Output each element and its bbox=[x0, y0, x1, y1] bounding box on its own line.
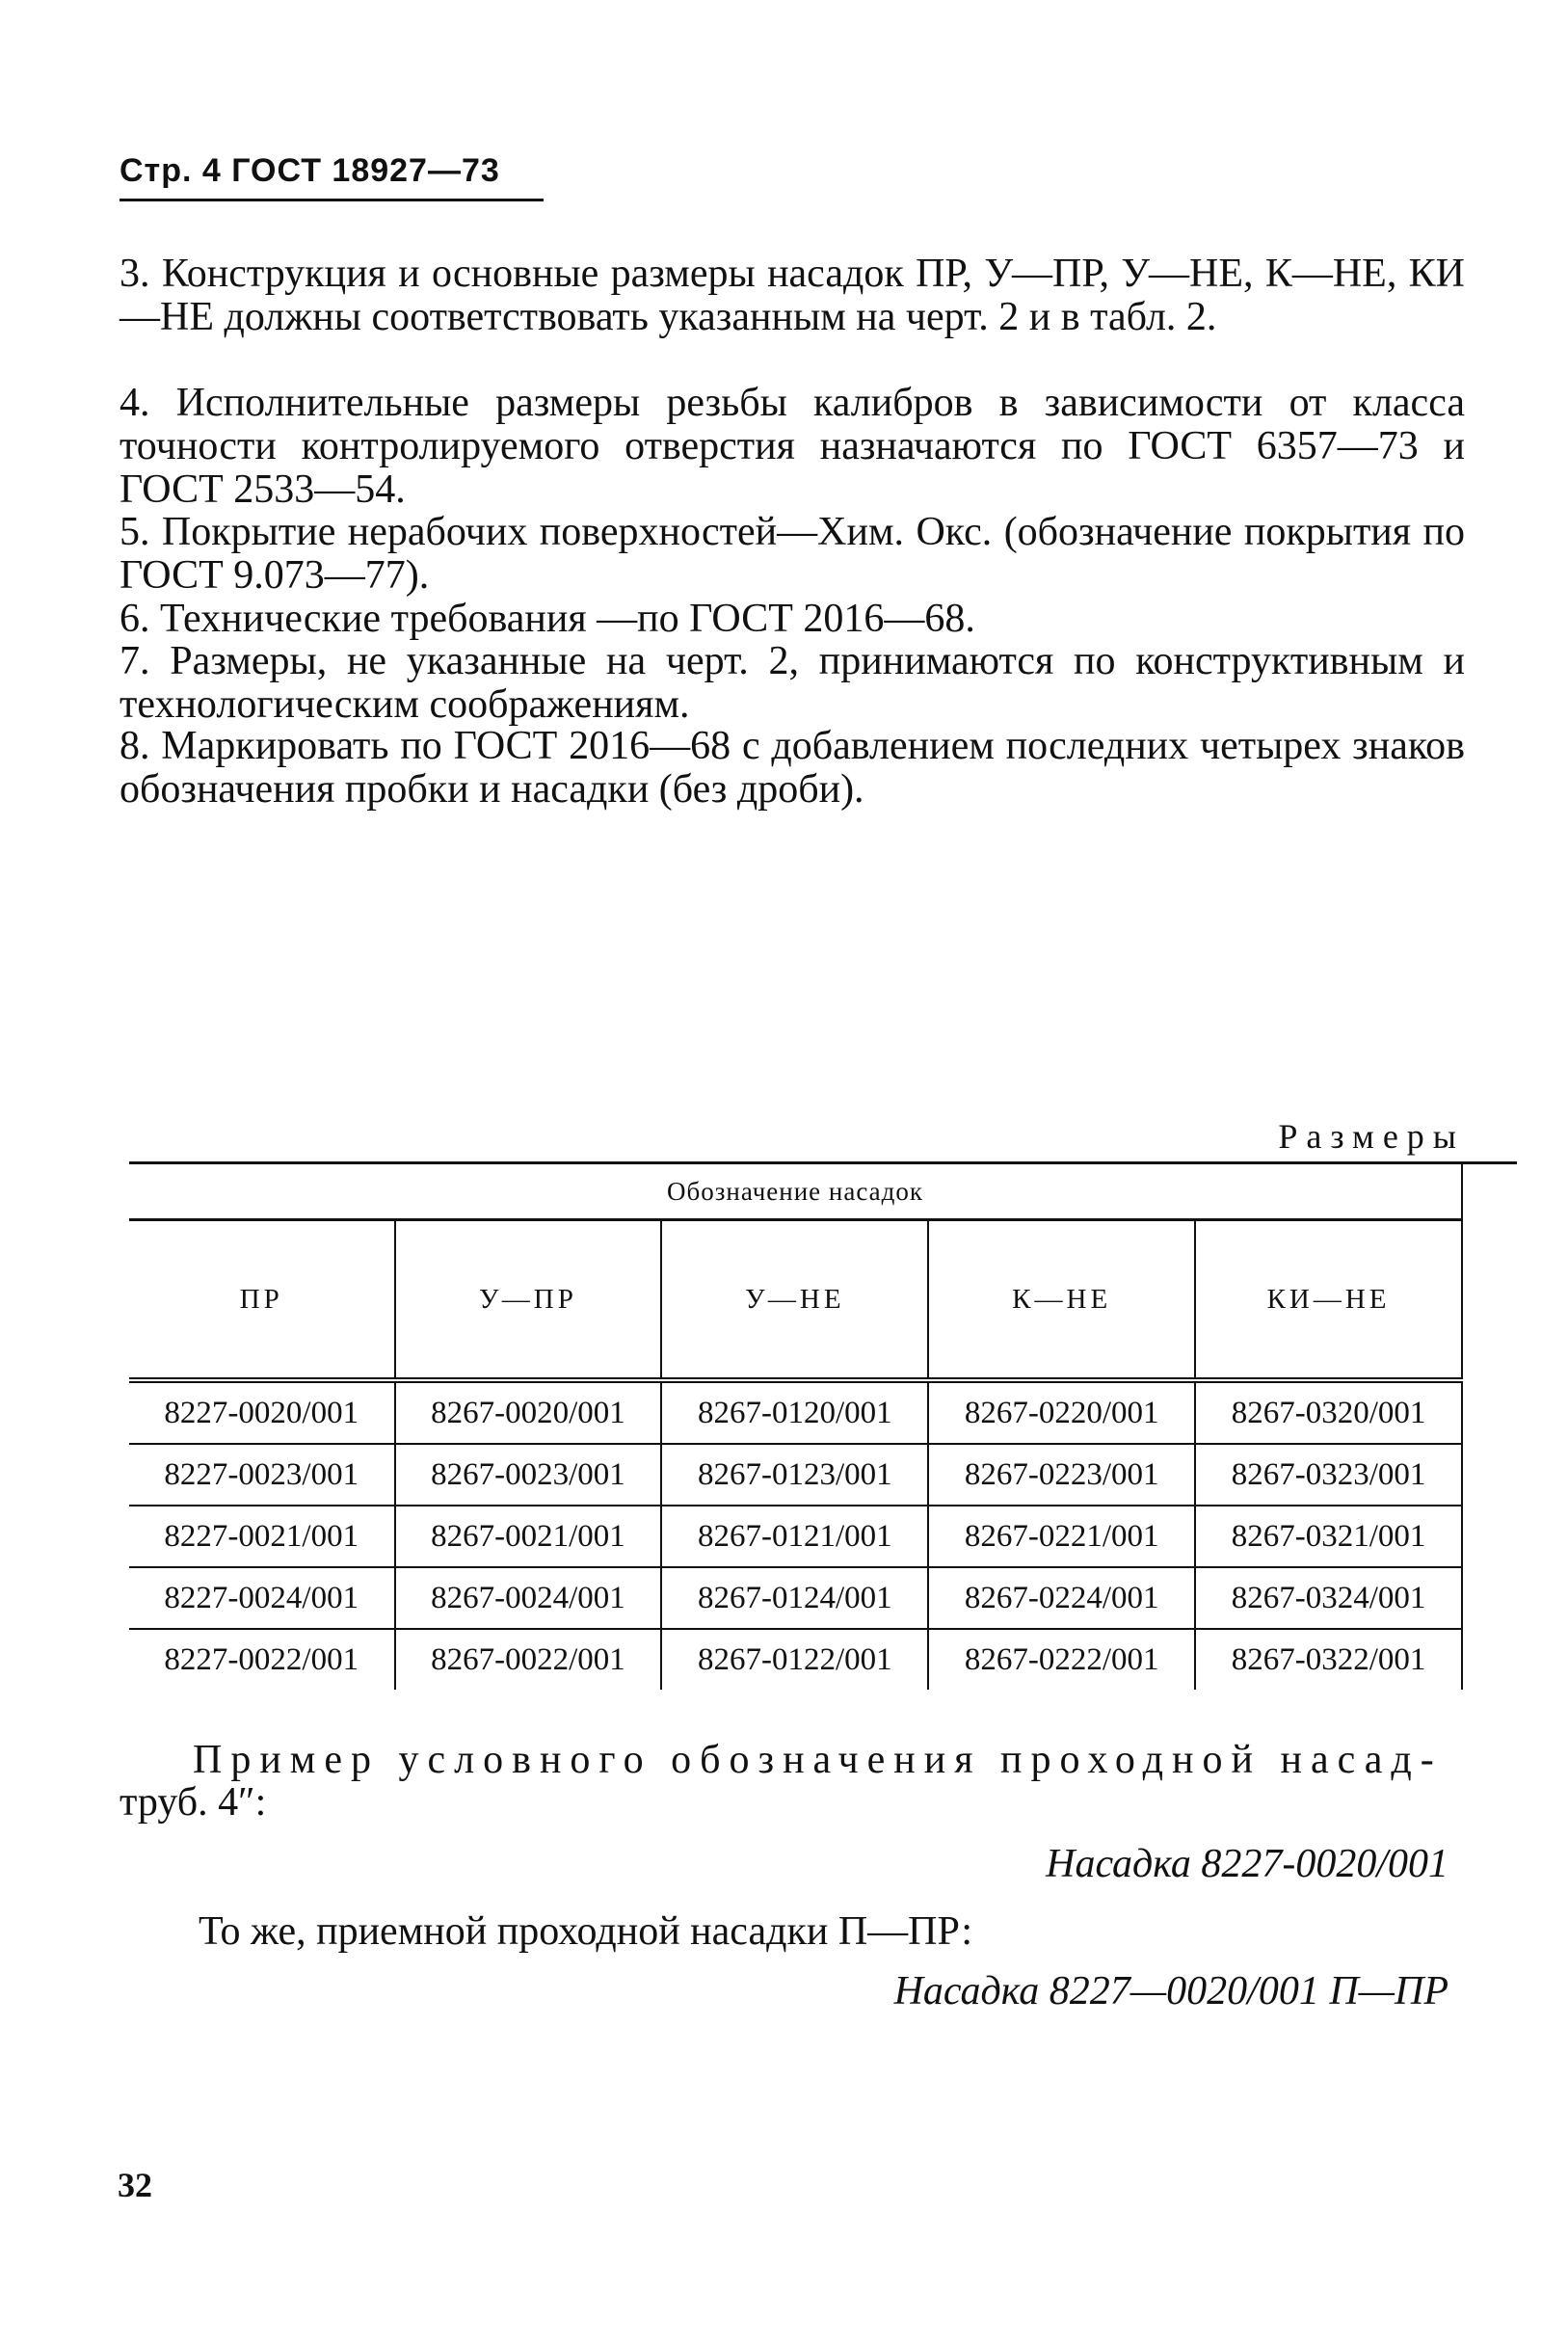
table-cell: 8267-0022/001 bbox=[395, 1629, 662, 1690]
table-cell: 8227-0020/001 bbox=[129, 1380, 395, 1444]
table-row bbox=[129, 1506, 1517, 1567]
table-cell: 8267-0223/001 bbox=[928, 1444, 1195, 1506]
table-spacer bbox=[1462, 1444, 1517, 1506]
table-header-row bbox=[129, 1220, 1517, 1381]
designation-example-2: Насадка 8227—0020/001 П—ПР bbox=[893, 1969, 1448, 2013]
table-cell: 8267-0323/001 bbox=[1195, 1444, 1462, 1506]
column-header-ki-ne: КИ—НЕ bbox=[1195, 1220, 1462, 1381]
paragraph-8: 8. Маркировать по ГОСТ 2016—68 с добавлением последних четырех знаков обозначения пробки и насадки (без дроби). bbox=[120, 724, 1465, 812]
table-caption-row bbox=[129, 1163, 1517, 1220]
table-cell: 8227-0022/001 bbox=[129, 1629, 395, 1690]
table-cell: 8267-0120/001 bbox=[661, 1380, 928, 1444]
designation-table bbox=[129, 1161, 1517, 1690]
table-cell: 8227-0023/001 bbox=[129, 1444, 395, 1506]
column-header-k-ne: К—НЕ bbox=[928, 1220, 1195, 1381]
table-spacer bbox=[1462, 1380, 1517, 1444]
table-cell: 8267-0320/001 bbox=[1195, 1380, 1462, 1444]
table-cell: 8267-0024/001 bbox=[395, 1567, 662, 1629]
page-number: 32 bbox=[118, 2166, 152, 2204]
table-cell: 8267-0222/001 bbox=[928, 1629, 1195, 1690]
column-header-u-ne: У—НЕ bbox=[661, 1220, 928, 1381]
paragraph-6: 6. Технические требования —по ГОСТ 2016—68. bbox=[120, 597, 975, 641]
table-row bbox=[129, 1567, 1517, 1629]
table-cell: 8267-0020/001 bbox=[395, 1380, 662, 1444]
table-row bbox=[129, 1444, 1517, 1506]
table-caption: Обозначение насадок bbox=[129, 1163, 1462, 1220]
table-cell: 8267-0124/001 bbox=[661, 1567, 928, 1629]
table-cell: 8267-0121/001 bbox=[661, 1506, 928, 1567]
table-cell: 8267-0324/001 bbox=[1195, 1567, 1462, 1629]
column-header-u-pr: У—ПР bbox=[395, 1220, 662, 1381]
table-cell: 8267-0221/001 bbox=[928, 1506, 1195, 1567]
table-cell: 8227-0021/001 bbox=[129, 1506, 395, 1567]
designation-example-1: Насадка 8227-0020/001 bbox=[1046, 1842, 1448, 1886]
table-cell: 8267-0220/001 bbox=[928, 1380, 1195, 1444]
paragraph-3: 3. Конструкция и основные размеры насадок ПР, У—ПР, У—НЕ, К—НЕ, КИ—НЕ должны соответствовать указанным на черт. 2 и в табл. 2. bbox=[120, 252, 1465, 339]
table-cell: 8267-0322/001 bbox=[1195, 1629, 1462, 1690]
example-heading-continued: труб. 4″: bbox=[120, 1780, 267, 1825]
table-spacer bbox=[1462, 1567, 1517, 1629]
table-cell: 8267-0021/001 bbox=[395, 1506, 662, 1567]
table-cell: 8227-0024/001 bbox=[129, 1567, 395, 1629]
table-row bbox=[129, 1380, 1517, 1444]
table-cell: 8267-0224/001 bbox=[928, 1567, 1195, 1629]
page-header: Стр. 4 ГОСТ 18927—73 bbox=[120, 152, 500, 189]
table-cell: 8267-0122/001 bbox=[661, 1629, 928, 1690]
paragraph-5: 5. Покрытие нерабочих поверхностей—Хим. Окс. (обозначение покрытия по ГОСТ 9.073—77). bbox=[120, 510, 1465, 598]
table-units-label: Размеры bbox=[1278, 1117, 1465, 1156]
table-spacer bbox=[1462, 1629, 1517, 1690]
header-divider bbox=[120, 199, 544, 201]
table-spacer bbox=[1462, 1163, 1517, 1220]
paragraph-7: 7. Размеры, не указанные на черт. 2, принимаются по конструктивным и технологическим соображениям. bbox=[120, 639, 1465, 727]
example-same-text: То же, приемной проходной насадки П—ПР: bbox=[199, 1909, 973, 1954]
table-cell: 8267-0321/001 bbox=[1195, 1506, 1462, 1567]
paragraph-4: 4. Исполнительные размеры резьбы калибров в зависимости от класса точности контролируемого отверстия назначаются по ГОСТ 6357—73 и ГОСТ 2533—54. bbox=[120, 381, 1465, 512]
table-cell: 8267-0123/001 bbox=[661, 1444, 928, 1506]
table-cell: 8267-0023/001 bbox=[395, 1444, 662, 1506]
table-spacer bbox=[1462, 1220, 1517, 1381]
example-heading: Пример условного обозначения проходной насад- bbox=[193, 1738, 1443, 1782]
table-spacer bbox=[1462, 1506, 1517, 1567]
column-header-pr: ПР bbox=[129, 1220, 395, 1381]
table-row bbox=[129, 1629, 1517, 1690]
